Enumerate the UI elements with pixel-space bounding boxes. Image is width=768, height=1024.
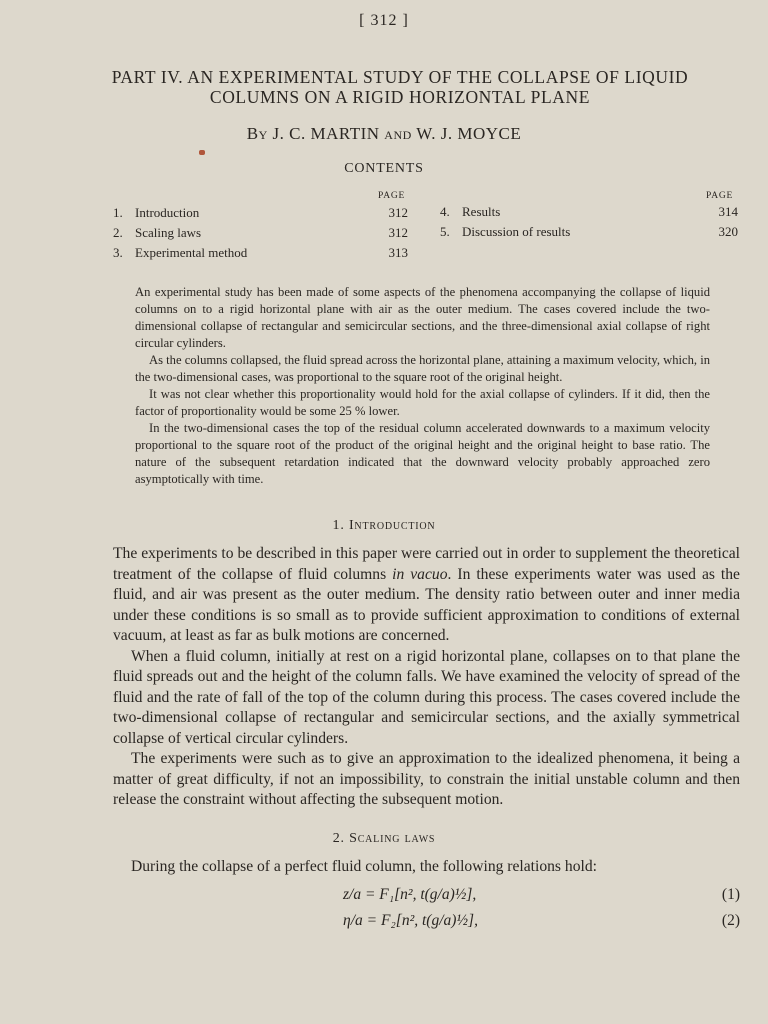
toc-item-label: Discussion of results (462, 224, 571, 239)
author-2: W. J. MOYCE (416, 124, 522, 143)
abstract-paragraph: As the columns collapsed, the fluid spread across the horizontal plane, attaining a maximum velocity, which, in the two-dimensional cases, was proportional to the square root of the original height. (135, 353, 710, 384)
body-paragraph: During the collapse of a perfect fluid column, the following relations hold: (131, 858, 597, 875)
abstract (135, 284, 710, 488)
toc-item-discussion[interactable] (440, 224, 570, 240)
text-run: . In these experiments water was used as the fluid, and air was present as the outer medium. The density ratio between outer and inner media under these conditions is so small as to provide sufficient approximation to conditions of external vacuum, at least as far as bulk motions are concerned. (113, 565, 740, 644)
paper-title (60, 67, 740, 107)
page-number: [ 312 ] (359, 12, 409, 29)
toc-item-num: 5. (440, 224, 450, 239)
author-1: J. C. MARTIN (272, 124, 380, 143)
text-run: The experiments to be described in this paper were carried out in order to supplement the theoretical treatment of the collapse of fluid columns (113, 545, 740, 583)
toc-item-num: 4. (440, 204, 450, 219)
toc-item-label: Experimental method (135, 245, 248, 260)
toc-item-page: 320 (718, 224, 738, 239)
toc-item-page: 313 (388, 245, 408, 260)
section-number: 2. (332, 831, 345, 846)
ink-mark (199, 150, 205, 155)
equation-number: (2) (721, 912, 740, 929)
body-paragraph (113, 544, 740, 647)
toc-item-introduction[interactable] (113, 205, 199, 221)
toc-item-label: Scaling laws (135, 225, 202, 240)
italic-term: in vacuo (392, 565, 448, 583)
abstract-paragraph: In the two-dimensional cases the top of the residual column accelerated downwards to a maximum velocity proportional to the square root of the product of the original height and the original height to base ratio. The nature of the subsequent retardation indicated that the downward velocity probably approached zero asymptotically with time. (135, 421, 710, 486)
title-line-2: COLUMNS ON A RIGID HORIZONTAL PLANE (209, 87, 591, 107)
scaling-laws-body (113, 857, 740, 878)
abstract-paragraph: It was not clear whether this proportionality would hold for the axial collapse of cylinders. If it did, then the factor of proportionality would be some 25 % lower. (135, 387, 710, 418)
toc-page-label-left: PAGE (378, 191, 406, 201)
toc-item-label: Introduction (135, 205, 200, 220)
equation-number: (1) (721, 886, 740, 903)
toc-item-page: 312 (388, 225, 408, 240)
contents-heading: CONTENTS (344, 161, 424, 176)
authors-line (0, 124, 768, 144)
abstract-paragraph: An experimental study has been made of some aspects of the phenomena accompanying the collapse of liquid columns on to a rigid horizontal plane with air as the outer medium. The cases covered include the two-dimensional collapse of rectangular and semicircular sections, and the three-dimensional axial collapse of right circular cylinders. (135, 285, 710, 350)
toc-item-num: 1. (113, 205, 123, 220)
section-title: Scaling laws (349, 831, 436, 846)
toc-page-label-right: PAGE (706, 191, 734, 201)
toc-item-page: 312 (388, 205, 408, 220)
toc-item-scaling-laws[interactable] (113, 225, 201, 241)
equation-text: η/a = F₂[n², t(g/a)½], (343, 912, 478, 929)
authors-by: By (246, 124, 268, 143)
section-number: 1. (332, 518, 345, 533)
toc-item-num: 3. (113, 245, 123, 260)
equation-2 (113, 912, 740, 932)
toc-item-experimental-method[interactable] (113, 245, 247, 261)
introduction-body (113, 544, 740, 811)
section-heading-introduction (0, 518, 768, 534)
equation-text: z/a = F₁[n², t(g/a)½], (343, 886, 477, 903)
equation-1 (113, 886, 740, 906)
section-title: Introduction (348, 518, 436, 533)
toc-item-num: 2. (113, 225, 123, 240)
title-line-1: PART IV. AN EXPERIMENTAL STUDY OF THE COLLAPSE OF LIQUID (111, 67, 689, 87)
authors-and: and (384, 124, 412, 143)
body-paragraph: The experiments were such as to give an approximation to the idealized phenomena, it being a matter of great difficulty, if not an impossibility, to constrain the initial unstable column and then release the constraint without affecting the subsequent motion. (113, 750, 740, 808)
section-heading-scaling-laws (0, 831, 768, 847)
toc-item-page: 314 (718, 204, 738, 219)
toc-item-label: Results (462, 204, 501, 219)
toc-item-results[interactable] (440, 204, 500, 220)
body-paragraph: When a fluid column, initially at rest on a rigid horizontal plane, collapses on to that plane the fluid spreads out and the height of the column falls. We have examined the velocity of spread of the fluid and the rate of fall of the top of the column during this process. The cases covered include the two-dimensional collapse of rectangular and semicircular sections, and the axially symmetrical collapse of vertical circular cylinders. (113, 647, 740, 747)
